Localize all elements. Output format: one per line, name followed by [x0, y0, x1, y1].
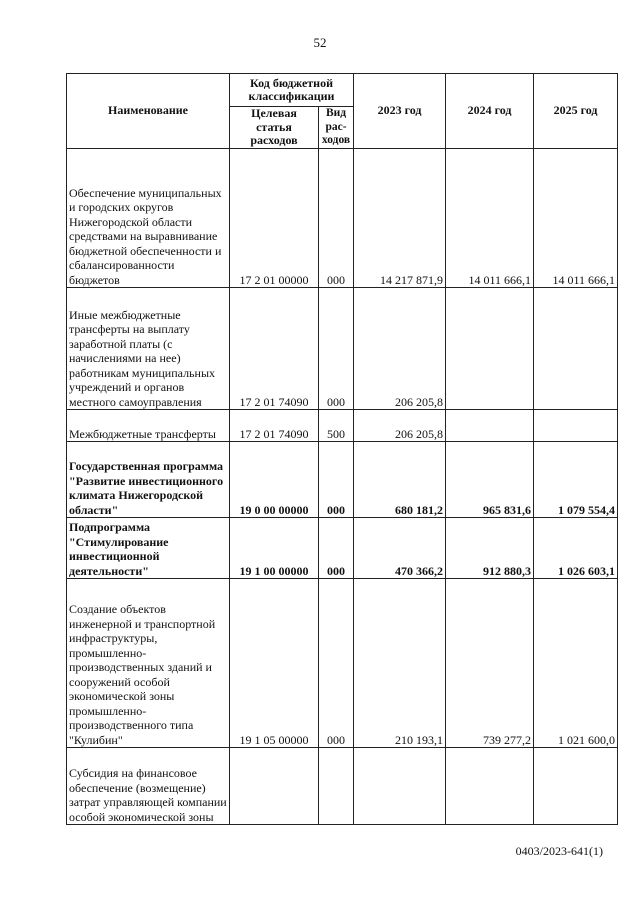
table-row — [67, 518, 618, 579]
row-code: 17 2 01 74090 — [230, 410, 319, 442]
table-row — [67, 288, 618, 410]
row-code: 17 2 01 74090 — [230, 288, 319, 410]
row-2025 — [534, 748, 618, 825]
budget-table — [66, 73, 618, 825]
header-year-2023: 2023 год — [354, 74, 446, 149]
row-2023: 14 217 871,9 — [354, 149, 446, 288]
header-year-2024: 2024 год — [446, 74, 534, 149]
row-2023: 206 205,8 — [354, 410, 446, 442]
row-type: 000 — [319, 288, 354, 410]
row-2025: 14 011 666,1 — [534, 149, 618, 288]
row-2024: 739 277,2 — [446, 579, 534, 748]
row-2024: 912 880,3 — [446, 518, 534, 579]
row-code: 17 2 01 00000 — [230, 149, 319, 288]
row-name: Обеспечение муниципальных и городских округов Нижегородской области средствами на выравнивание бюджетной обеспеченности и сбалансированности бюджетов — [67, 149, 230, 288]
row-name: Создание объектов инженерной и транспортной инфраструктуры, промышленно-производственных зданий и сооружений особой экономической зоны промышленно-производственного типа "Кулибин" — [67, 579, 230, 748]
row-type — [319, 748, 354, 825]
row-type: 000 — [319, 518, 354, 579]
row-type: 000 — [319, 442, 354, 518]
row-code: 19 1 05 00000 — [230, 579, 319, 748]
table-row — [67, 748, 618, 825]
row-name: Межбюджетные трансферты — [67, 410, 230, 442]
row-2024 — [446, 288, 534, 410]
header-target-article: Целевая статья расходов — [230, 107, 319, 149]
row-name: Государственная программа "Развитие инвестиционного климата Нижегородской области" — [67, 442, 230, 518]
row-name: Субсидия на финансовое обеспечение (возмещение) затрат управляющей компании особой экономической зоны — [67, 748, 230, 825]
row-2023: 470 366,2 — [354, 518, 446, 579]
row-2024 — [446, 748, 534, 825]
row-name: Подпрограмма "Стимулирование инвестиционной деятельности" — [67, 518, 230, 579]
table-row — [67, 579, 618, 748]
row-2023 — [354, 748, 446, 825]
header-expense-type: Вид рас- ходов — [319, 107, 354, 149]
row-type: 500 — [319, 410, 354, 442]
row-2023: 680 181,2 — [354, 442, 446, 518]
document-code: 0403/2023-641(1) — [515, 844, 603, 858]
row-2024: 965 831,6 — [446, 442, 534, 518]
table-row — [67, 410, 618, 442]
row-2025 — [534, 410, 618, 442]
row-2025: 1 026 603,1 — [534, 518, 618, 579]
row-2023: 210 193,1 — [354, 579, 446, 748]
page-number: 52 — [313, 35, 327, 50]
row-2024: 14 011 666,1 — [446, 149, 534, 288]
row-2025: 1 021 600,0 — [534, 579, 618, 748]
row-type: 000 — [319, 579, 354, 748]
row-code — [230, 748, 319, 825]
row-2025: 1 079 554,4 — [534, 442, 618, 518]
header-name: Наименование — [67, 74, 230, 149]
row-code: 19 0 00 00000 — [230, 442, 319, 518]
row-2023: 206 205,8 — [354, 288, 446, 410]
row-type: 000 — [319, 149, 354, 288]
table-row — [67, 442, 618, 518]
row-code: 19 1 00 00000 — [230, 518, 319, 579]
row-2024 — [446, 410, 534, 442]
row-name: Иные межбюджетные трансферты на выплату заработной платы (с начислениями на нее) работникам муниципальных учреждений и органов местного самоуправления — [67, 288, 230, 410]
table-row — [67, 149, 618, 288]
header-code-group: Код бюджетной классификации — [230, 74, 354, 107]
header-year-2025: 2025 год — [534, 74, 618, 149]
row-2025 — [534, 288, 618, 410]
